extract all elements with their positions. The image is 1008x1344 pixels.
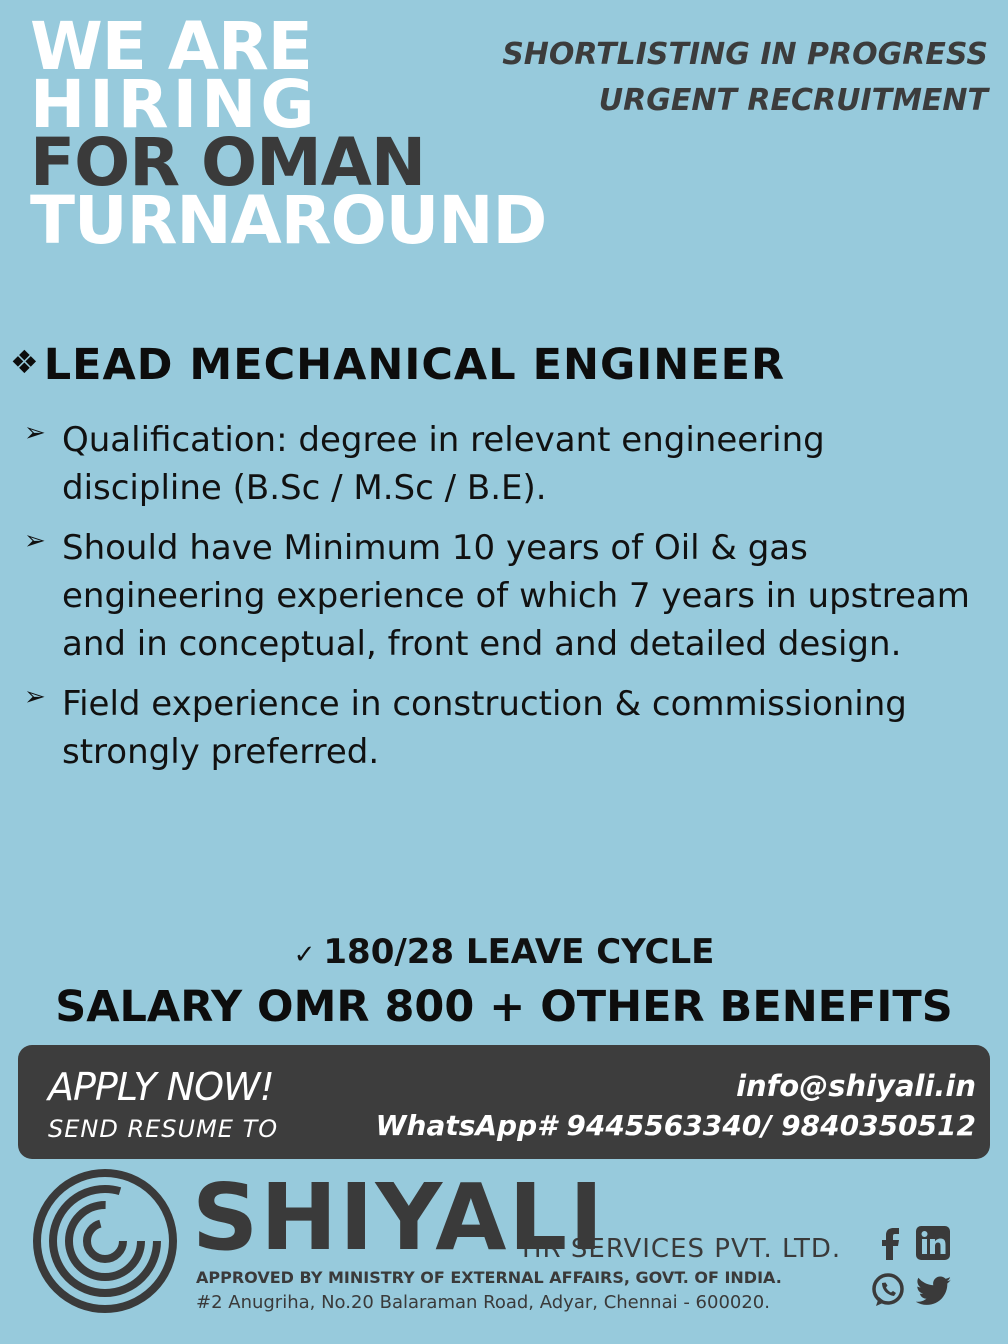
job-title [10,340,785,390]
job-title-text: LEAD MECHANICAL ENGINEER [43,340,786,390]
leave-cycle [0,932,1008,972]
arrow-bullet-icon: ➢ [24,682,46,712]
arrow-bullet-icon: ➢ [24,526,46,556]
check-icon: ✓ [293,940,316,970]
hero-line-for-oman: FOR OMAN [30,124,426,201]
requirements-list [24,416,984,788]
send-resume-label: SEND RESUME TO [48,1115,279,1143]
email-link[interactable]: info@shiyali.in [736,1069,976,1103]
social-icons [868,1226,958,1316]
approval-text: APPROVED BY MINISTRY OF EXTERNAL AFFAIRS, GOVT. OF INDIA. [196,1268,782,1287]
leave-cycle-text: 180/28 LEAVE CYCLE [323,932,715,972]
urgent-text: URGENT RECRUITMENT [598,83,988,118]
facebook-icon[interactable] [878,1226,902,1260]
salary-line: SALARY OMR 800 + OTHER BENEFITS [55,982,953,1032]
apply-now-heading: APPLY NOW! [48,1065,274,1109]
requirement-item [24,680,984,776]
status-banner [502,32,988,124]
requirement-text: Should have Minimum 10 years of Oil & gas engineering experience of which 7 years in upstream and in conceptual, front end and detailed design. [62,528,970,664]
company-footer [30,1166,990,1336]
hero-line-we-are: WE ARE [30,8,312,85]
requirement-text: Field experience in construction & commissioning strongly preferred. [62,684,907,772]
diamond-bullet-icon: ❖ [10,343,40,381]
whatsapp-icon[interactable] [870,1272,906,1308]
twitter-icon[interactable] [916,1276,952,1306]
requirement-item [24,416,984,512]
apply-bar [18,1045,990,1159]
address-text: #2 Anugriha, No.20 Balaraman Road, Adyar, Chennai - 600020. [196,1292,770,1313]
arrow-bullet-icon: ➢ [24,418,46,448]
brand-name: SHIYALI [192,1164,606,1271]
linkedin-icon[interactable] [916,1226,950,1260]
requirement-text: Qualification: degree in relevant engineering discipline (B.Sc / M.Sc / B.E). [62,420,825,508]
requirement-item [24,524,984,668]
hero-heading [30,8,547,259]
hero-line-turnaround: TURNAROUND [30,182,547,259]
brand-tagline: HR SERVICES PVT. LTD. [522,1234,842,1264]
shortlisting-text: SHORTLISTING IN PROGRESS [502,37,988,72]
shiyali-logo-icon [30,1166,180,1316]
hero-line-hiring: HIRING [30,66,319,143]
whatsapp-numbers[interactable]: WhatsApp# 9445563340/ 9840350512 [375,1109,976,1142]
